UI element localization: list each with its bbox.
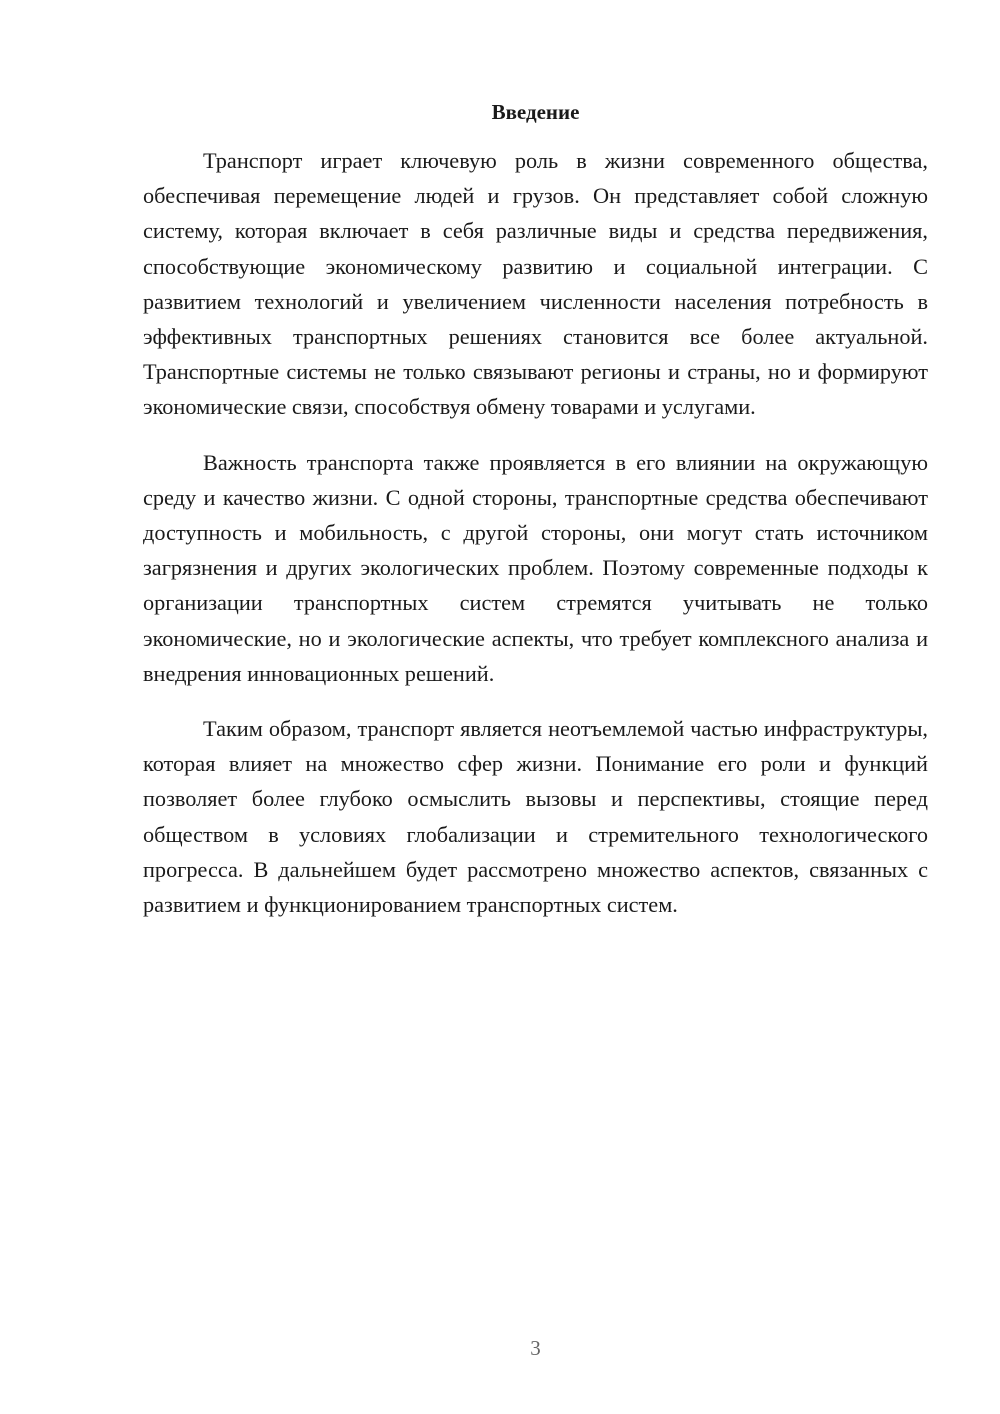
body-text bbox=[143, 143, 928, 922]
paragraph-1: Транспорт играет ключевую роль в жизни современного общества, обеспечивая перемещение людей и грузов. Он представляет собой сложную систему, которая включает в себя различные виды и средства передвижения, способствующие экономическому развитию и социальной интеграции. С развитием технологий и увеличением численности населения потребность в эффективных транспортных решениях становится все более актуальной. Транспортные системы не только связывают регионы и страны, но и формируют экономические связи, способствуя обмену товарами и услугами. bbox=[143, 148, 928, 420]
paragraph-2: Важность транспорта также проявляется в его влиянии на окружающую среду и качество жизни. С одной стороны, транспортные средства обеспечивают доступность и мобильность, с другой стороны, они могут стать источником загрязнения и других экологических проблем. Поэтому современные подходы к организации транспортных систем стремятся учитывать не только экономические, но и экологические аспекты, что требует комплексного анализа и внедрения инновационных решений. bbox=[143, 449, 928, 686]
paragraph-3: Таким образом, транспорт является неотъемлемой частью инфраструктуры, которая влияет на множество сфер жизни. Понимание его роли и функций позволяет более глубоко осмыслить вызовы и перспективы, стоящие перед обществом в условиях глобализации и стремительного технологического прогресса. В дальнейшем будет рассмотрено множество аспектов, связанных с развитием и функционированием транспортных систем. bbox=[143, 716, 928, 918]
section-heading: Введение bbox=[491, 100, 580, 124]
page-number: 3 bbox=[530, 1336, 541, 1360]
